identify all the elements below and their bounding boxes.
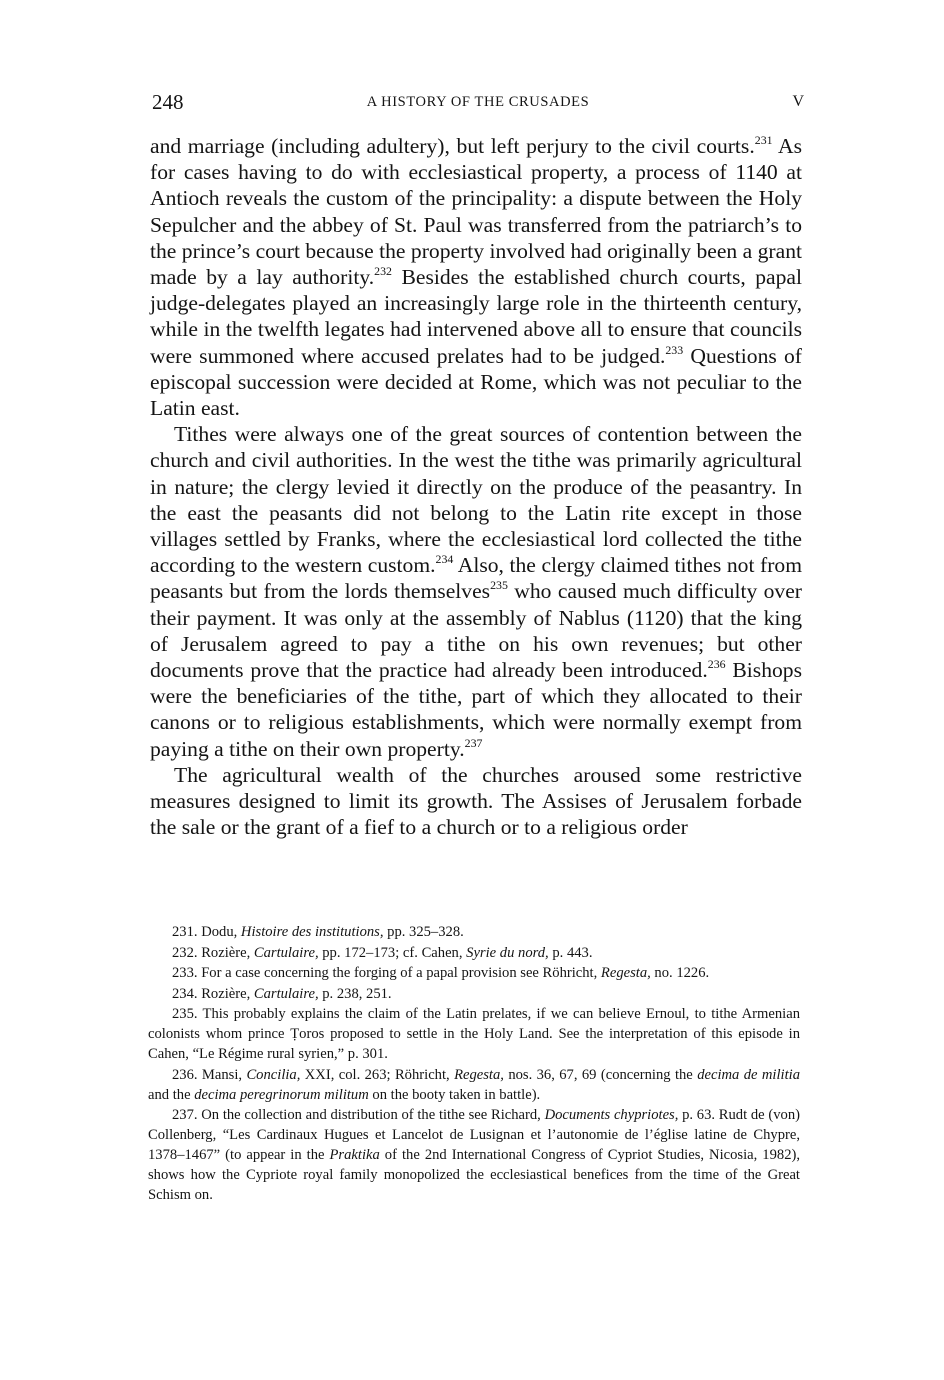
footnote-235: [148, 1004, 800, 1064]
footnote-ref-235: 235: [490, 578, 508, 593]
text-span: p. 443.: [548, 944, 593, 961]
text-span: Also, the clergy claimed tithes not from peasants but from the lords themselves: [150, 553, 802, 604]
footnote-231: [148, 922, 800, 942]
text-span: 234. Rozière,: [172, 985, 254, 1002]
text-span: and marriage (including adultery), but left perjury to the civil courts.: [150, 134, 755, 158]
italic-title: Cartulaire,: [253, 985, 319, 1002]
italic-title: Concilia,: [246, 1066, 301, 1083]
italic-title: Cartulaire,: [253, 944, 319, 961]
italic-title: Regesta,: [454, 1066, 504, 1083]
italic-term: decima peregrinorum militum: [194, 1086, 369, 1103]
footnote-233: [148, 963, 800, 983]
text-span: Bishops were the beneficiaries of the tithe, part of which they allocated to their canons or to religious establishments, which were normally exempt from paying a tithe on their own property.: [150, 658, 803, 761]
text-span: Questions of episcopal succession were decided at Rome, which was not peculiar to the Latin east.: [150, 343, 802, 421]
text-span: 232. Rozière,: [172, 944, 254, 961]
text-span: on the booty taken in battle).: [368, 1086, 541, 1103]
chapter-number: V: [792, 93, 804, 110]
page-number: 248: [152, 90, 184, 114]
footnote-232: [148, 943, 800, 963]
footnote-236: [148, 1065, 800, 1105]
paragraph-2: [150, 421, 802, 762]
text-span: pp. 325–328.: [383, 924, 464, 940]
footnote-ref-232: 232: [374, 264, 392, 279]
text-span: of the 2nd International Congress of Cypriot Studies, Nicosia, 1982), shows how the Cypriote royal family monopolized the ecclesiastical benefices from the time of the Great Schism on.: [148, 1147, 800, 1203]
text-span: and the: [148, 1086, 195, 1103]
text-span: 233. For a case concerning the forging of a papal provision see Röhricht,: [172, 965, 601, 981]
text-span: 231. Dodu,: [172, 924, 241, 940]
text-span: Tithes were always one of the great sources of contention between the church and civil authorities. In the west the tithe was primarily agricultural in nature; the clergy levied it directly on the produce of the peasantry. In the east the peasants did not belong to the Latin rite except in those villages settled by Franks, where the ecclesiastical lord collected the tithe according to the western custom.: [150, 422, 802, 578]
italic-title: Syrie du nord,: [466, 944, 549, 961]
footnote-ref-234: 234: [435, 552, 454, 567]
text-span: 237. On the collection and distribution of the tithe see Richard,: [172, 1107, 545, 1123]
paragraph-3: The agricultural wealth of the churches aroused some restrictive measures designed to limit its growth. The Assises of Jerusalem forbade the sale or the grant of a fief to a church or to a religious order: [150, 762, 802, 840]
footnote-ref-236: 236: [707, 657, 726, 672]
running-title: A HISTORY OF THE CRUSADES: [366, 94, 590, 110]
text-span: pp. 172–173; cf. Cahen,: [318, 944, 467, 961]
text-span: p. 238, 251.: [318, 985, 392, 1002]
paragraph-1: [150, 133, 802, 421]
italic-title: Regesta,: [600, 965, 651, 981]
footnotes: [148, 922, 800, 1206]
footnote-ref-231: 231: [754, 133, 773, 148]
main-text: [150, 133, 802, 840]
footnote-237: [148, 1105, 800, 1205]
text-span: p. 63. Rudt de (von) Collenberg, “Les Cardinaux Hugues et Lancelot de Lusignan et l’autonomie de l’église latine de Chypre, 1378–1467” (to appear in the: [148, 1107, 800, 1163]
italic-title: Histoire des institutions,: [240, 924, 384, 940]
text-span: Besides the established church courts, papal judge-delegates played an increasingly large role in the thirteenth century, while in the twelfth legates had intervened above all to ensure that councils were summoned where accused prelates had to be judged.: [150, 265, 803, 368]
footnote-234: [148, 984, 800, 1004]
italic-title: Documents chypriotes,: [544, 1107, 679, 1123]
text-span: nos. 36, 67, 69 (concerning the: [503, 1066, 698, 1083]
italic-title: Praktika: [329, 1147, 380, 1163]
running-header: [152, 90, 804, 120]
text-span: 236. Mansi,: [172, 1066, 247, 1083]
text-span: XXI, col. 263; Röhricht,: [300, 1066, 455, 1083]
footnote-ref-237: 237: [464, 735, 483, 750]
text-span: no. 1226.: [650, 965, 710, 981]
text-span: who caused much difficulty over their payment. It was only at the assembly of Nablus (1120) that the king of Jerusalem agreed to pay a tithe on his own revenues; but other documents prove that the practice had already been introduced.: [150, 579, 802, 683]
italic-term: decima de militia: [697, 1066, 800, 1083]
text-span: As for cases having to do with ecclesiastical property, a process of 1140 at Antioch reveals the custom of the principality: a dispute between the Holy Sepulcher and the abbey of St. Paul was transferred from the patriarch’s to the prince’s court because the property involved had originally been a grant made by a lay authority.: [150, 134, 802, 290]
text-span: 235. This probably explains the claim of the Latin prelates, if we can believe Ernoul, to tithe Armenian colonists whom prince Ṭoros proposed to settle in the Holy Land. See the interpretation of this episode in Cahen, “Le Régime rural syrien,” p. 301.: [148, 1006, 800, 1062]
footnote-ref-233: 233: [665, 342, 684, 357]
